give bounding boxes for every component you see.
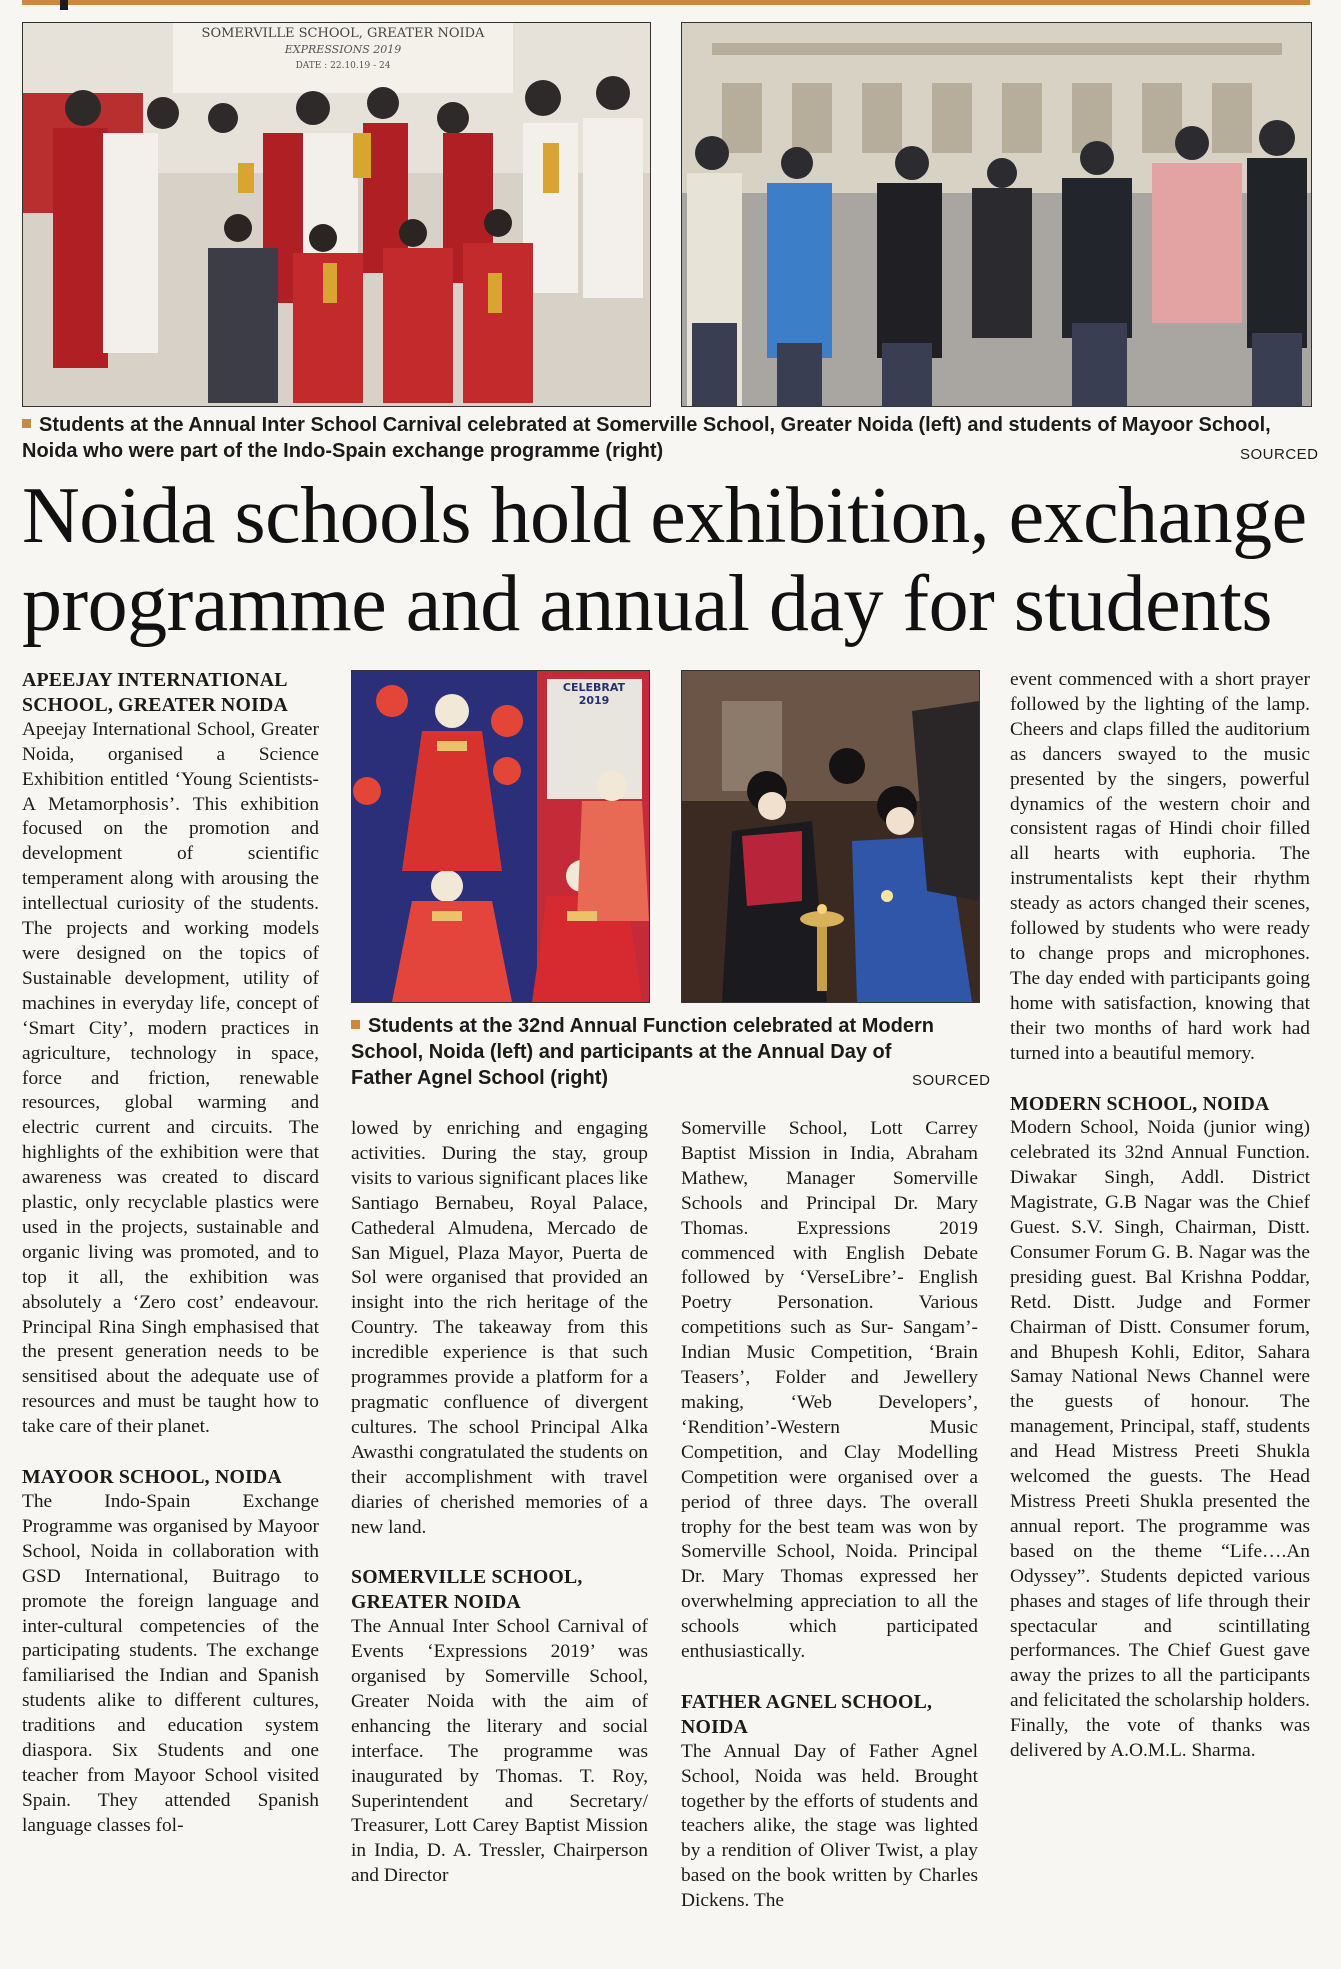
section-heading-mayoor: MAYOOR SCHOOL, NOIDA <box>22 1466 282 1489</box>
column-2 <box>351 1117 648 1889</box>
article-apeejay: Apeejay International School, Greater Noida, organised a Science Exhibition entitled ‘Young Scientists- A Metamorphosis’. This exhibition focused on the promotion and development of scientific temperament along with arousing the intellectual curiosity of the students. The projects and working models were designed on the topics of Sustainable development, utility of machines in everyday life, concept of ‘Smart City’, modern practices in agriculture, technology in space, force and friction, renewable resources, global warming and electric current and circuits. The highlights of the exhibition were that awareness was created to discard plastic, only recyclable plastics were used in the projects, sustainable and organic living was promoted, and to top it all, the exhibition was absolutely a ‘Zero cost’ endeavour. Principal Rina Singh emphasised that the present generation needs to be sensitised about the adequate use of resources and must be taught how to take care of their planet. <box>22 718 319 1438</box>
photo-banner-subtext: EXPRESSIONS 2019 <box>284 43 402 56</box>
column-3 <box>681 1117 978 1914</box>
photo-mayoor-spain <box>681 22 1312 407</box>
column-1 <box>22 668 319 1839</box>
photo-banner-text: SOMERVILLE SCHOOL, GREATER NOIDA <box>201 26 485 41</box>
photo-father-agnel-annual-day <box>681 670 980 1003</box>
caption-middle <box>351 1013 951 1091</box>
photo-stage-banner: CELEBRAT <box>562 681 626 694</box>
top-rule-marker <box>60 0 68 10</box>
photo-modern-school-function <box>351 670 650 1003</box>
article-somerville: The Annual Inter School Carnival of Events ‘Expressions 2019’ was organised by Somerville School, Greater Noida with the aim of enhancing the literary and social interface. The programme was inaugurated by Thomas. T. Roy, Superintendent and Secretary/ Treasurer, Lott Carey Baptist Mission in India, D. A. Tressler, Chairperson and Director <box>351 1616 648 1887</box>
photo-somerville-carnival <box>22 22 651 407</box>
article-mayoor-continued: lowed by enriching and engaging activities. During the stay, group visits to various significant places like Santiago Bernabeu, Royal Palace, Cathederal Almudena, Mercado de San Miguel, Plaza Mayor, Puerta de Sol were organised that provided an insight into the rich heritage of the Country. The takeaway from this incredible experience is that such programmes provide a platform for a pragmatic confluence of divergent cultures. The school Principal Alka Awasthi congratulated the students on their accomplishment with travel diaries of cherished memories of a new land. <box>351 1118 648 1538</box>
section-heading-apeejay: APEEJAY INTERNATIONAL SCHOOL, GREATER NOIDA <box>22 669 288 716</box>
photo-credit-middle: SOURCED <box>912 1072 991 1089</box>
photo-credit-top: SOURCED <box>1240 446 1319 463</box>
article-father-agnel: The Annual Day of Father Agnel School, Noida was held. Brought together by the efforts of students and teachers alike, the stage was lighted by a rendition of Oliver Twist, a play based on the book written by Charles Dickens. The <box>681 1740 978 1912</box>
article-somerville-continued: Somerville School, Lott Carrey Baptist Mission in India, Abraham Mathew, Manager Somerville Schools and Principal Dr. Mary Thomas. Expressions 2019 commenced with English Debate followed by ‘VerseLibre’- English Poetry Personation. Various competitions such as Sur- Sangam’- Indian Music Competition, ‘Brain Teasers’, Folder and Jewellery making, ‘Web Developers’, ‘Rendition’-Western Music Competition, and Clay Modelling Competition were organised over a period of three days. The overall trophy for the best team was won by Somerville School, Noida. Principal Dr. Mary Thomas expressed her overwhelming appreciation to all the schools which participated enthusiastically. <box>681 1118 978 1663</box>
caption-top-text: Students at the Annual Inter School Carnival celebrated at Somerville School, Greater Noida (left) and students of Mayoor School, Noida who were part of the Indo-Spain exchange programme (right) <box>22 414 1271 462</box>
caption-top <box>22 412 1292 464</box>
photo-banner-date: DATE : 22.10.19 - 24 <box>295 61 391 71</box>
headline: Noida schools hold exhibition, exchange programme and annual day for students <box>22 472 1307 648</box>
caption-bullet <box>22 419 31 428</box>
caption-bullet <box>351 1020 360 1029</box>
article-modern-school: Modern School, Noida (junior wing) celebrated its 32nd Annual Function. Diwakar Singh, Addl. District Magistrate, G.B Nagar was the Chief Guest. S.V. Singh, Chairman, Distt. Consumer Forum G. B. Nagar was the presiding guest. Bal Krishna Poddar, Retd. Distt. Judge and Former Chairman of Distt. Consumer forum, and Bhupesh Kohli, Editor, Sahara Samay National News Channel were the guests of honour. The management, Principal, staff, students and Head Mistress Preeti Shukla welcomed the guests. The Head Mistress Preeti Shukla presented the annual report. The programme was based on the theme “Life….An Odyssey”. Students depicted various phases and stages of life through their spectacular and scintillating performances. The Chief Guest gave away the prizes to all the participants and felicitated the scholarship holders. Finally, the vote of thanks was delivered by A.O.M.L. Sharma. <box>1010 1117 1310 1762</box>
section-heading-modern-school: MODERN SCHOOL, NOIDA <box>1010 1092 1270 1115</box>
article-mayoor: The Indo-Spain Exchange Programme was organised by Mayoor School, Noida in collaboration with GSD International, Buitrago to promote the foreign language and inter-cultural competencies of the participating students. The exchange familiarised the Indian and Spanish students alike to different cultures, traditions and education system diaspora. Six Students and one teacher from Mayoor School visited Spain. They attended Spanish language classes fol- <box>22 1491 319 1836</box>
top-rule <box>22 0 1310 5</box>
section-heading-father-agnel: FATHER AGNEL SCHOOL, NOIDA <box>681 1690 933 1738</box>
section-heading-somerville: SOMERVILLE SCHOOL, GREATER NOIDA <box>351 1566 583 1614</box>
article-father-agnel-continued: event commenced with a short prayer followed by the lighting of the lamp. Cheers and claps filled the auditorium as dancers swayed to the music presented by the singers, powerful dynamics of the western choir and consistent ragas of Hindi choir filled all hearts with euphoria. The instrumentalists kept their rhythm steady as actors changed their scenes, followed by students who were ready to change props and microphones. The day ended with participants going home with satisfaction, knowing that their two months of hard work had turned into a beautiful memory. <box>1010 669 1310 1064</box>
caption-middle-text: Students at the 32nd Annual Function celebrated at Modern School, Noida (left) and participants at the Annual Day of Father Agnel School (right) <box>351 1015 934 1089</box>
photo-stage-year: 2019 <box>578 694 610 707</box>
column-4 <box>1010 668 1310 1764</box>
